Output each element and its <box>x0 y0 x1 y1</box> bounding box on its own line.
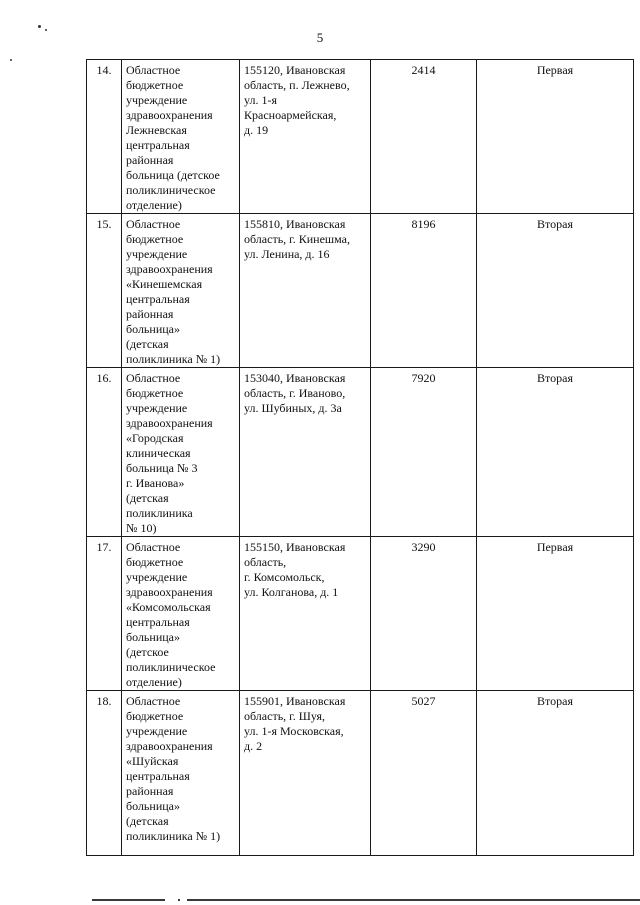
institution-name: Областное бюджетное учреждение здравоохранения «Комсомольская центральная больница» (детское поликлиническое отделение) <box>122 537 240 691</box>
institution-address: 155150, Ивановская область, г. Комсомольск, ул. Колганова, д. 1 <box>240 537 371 691</box>
table-row <box>87 537 634 691</box>
attached-count: 7920 <box>371 368 477 537</box>
institutions-table <box>86 59 634 856</box>
institution-name: Областное бюджетное учреждение здравоохранения «Шуйская центральная районная больница» (детская поликлиника № 1) <box>122 691 240 856</box>
institution-name: Областное бюджетное учреждение здравоохранения «Городская клиническая больница № 3 г. Иванова» (детская поликлиника № 10) <box>122 368 240 537</box>
institution-name: Областное бюджетное учреждение здравоохранения Лежневская центральная районная больница (детское поликлиническое отделение) <box>122 60 240 214</box>
institution-address: 155120, Ивановская область, п. Лежнево, ул. 1-я Красноармейская, д. 19 <box>240 60 371 214</box>
institution-address: 153040, Ивановская область, г. Иваново, ул. Шубиных, д. 3а <box>240 368 371 537</box>
scan-speck <box>10 59 12 61</box>
scan-edge-line <box>92 899 165 901</box>
table-row <box>87 60 634 214</box>
table-row <box>87 368 634 537</box>
attached-count: 8196 <box>371 214 477 368</box>
table-row <box>87 691 634 856</box>
attached-count: 5027 <box>371 691 477 856</box>
row-number: 15. <box>87 214 122 368</box>
row-number: 17. <box>87 537 122 691</box>
scan-edge-line <box>178 899 180 901</box>
category: Вторая <box>477 214 634 368</box>
category: Вторая <box>477 368 634 537</box>
row-number: 14. <box>87 60 122 214</box>
institution-name: Областное бюджетное учреждение здравоохранения «Кинешемская центральная районная больница» (детская поликлиника № 1) <box>122 214 240 368</box>
category: Первая <box>477 60 634 214</box>
category: Первая <box>477 537 634 691</box>
institution-address: 155901, Ивановская область, г. Шуя, ул. 1-я Московская, д. 2 <box>240 691 371 856</box>
scan-edge-line <box>187 899 640 901</box>
table-row <box>87 214 634 368</box>
row-number: 16. <box>87 368 122 537</box>
attached-count: 3290 <box>371 537 477 691</box>
attached-count: 2414 <box>371 60 477 214</box>
category: Вторая <box>477 691 634 856</box>
row-number: 18. <box>87 691 122 856</box>
scan-speck <box>38 25 41 28</box>
page-number: 5 <box>316 30 324 45</box>
institution-address: 155810, Ивановская область, г. Кинешма, ул. Ленина, д. 16 <box>240 214 371 368</box>
